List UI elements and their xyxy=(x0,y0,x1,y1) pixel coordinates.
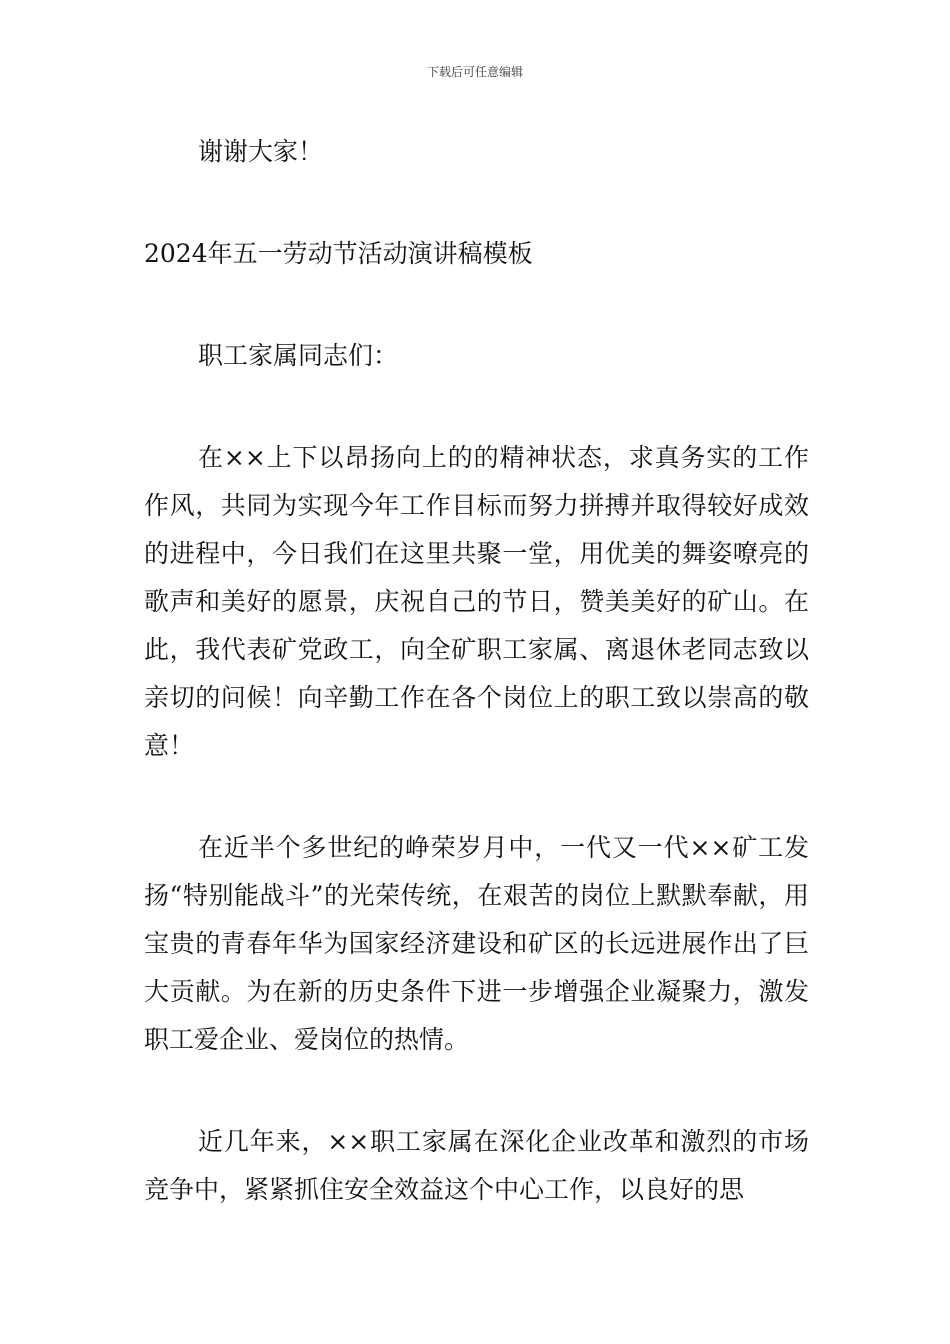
page-header-note: 下载后可任意编辑 xyxy=(426,65,523,79)
closing-line: 谢谢大家！ xyxy=(198,137,324,166)
salutation: 职工家属同志们： xyxy=(198,341,399,370)
body-paragraph-1: 在××上下以昂扬向上的的精神状态，求真务实的工作作风，共同为实现今年工作目标而努力拼搏并取得较好成效的进程中，今日我们在这里共聚一堂，用优美的舞姿嘹亮的歌声和美好的愿景，庆祝自己的节日，赞美美好的矿山。在此，我代表矿党政工，向全矿职工家属、离退休老同志致以亲切的问候！向辛勤工作在各个岗位上的职工致以崇高的敬意！ xyxy=(144,443,809,760)
document-title: 2024年五一劳动节活动演讲稿模板 xyxy=(144,239,533,268)
body-paragraph-2: 在近半个多世纪的峥荣岁月中，一代又一代××矿工发扬“特别能战斗”的光荣传统，在艰苦的岗位上默默奉献，用宝贵的青春年华为国家经济建设和矿区的长远进展作出了巨大贡献。为在新的历史条件下进一步增强企业凝聚力，激发职工爱企业、爱岗位的热情。 xyxy=(144,833,809,1054)
body-paragraph-3: 近几年来，××职工家属在深化企业改革和激烈的市场竞争中，紧紧抓住安全效益这个中心工作，以良好的思 xyxy=(144,1127,809,1204)
document-body xyxy=(144,128,809,1214)
